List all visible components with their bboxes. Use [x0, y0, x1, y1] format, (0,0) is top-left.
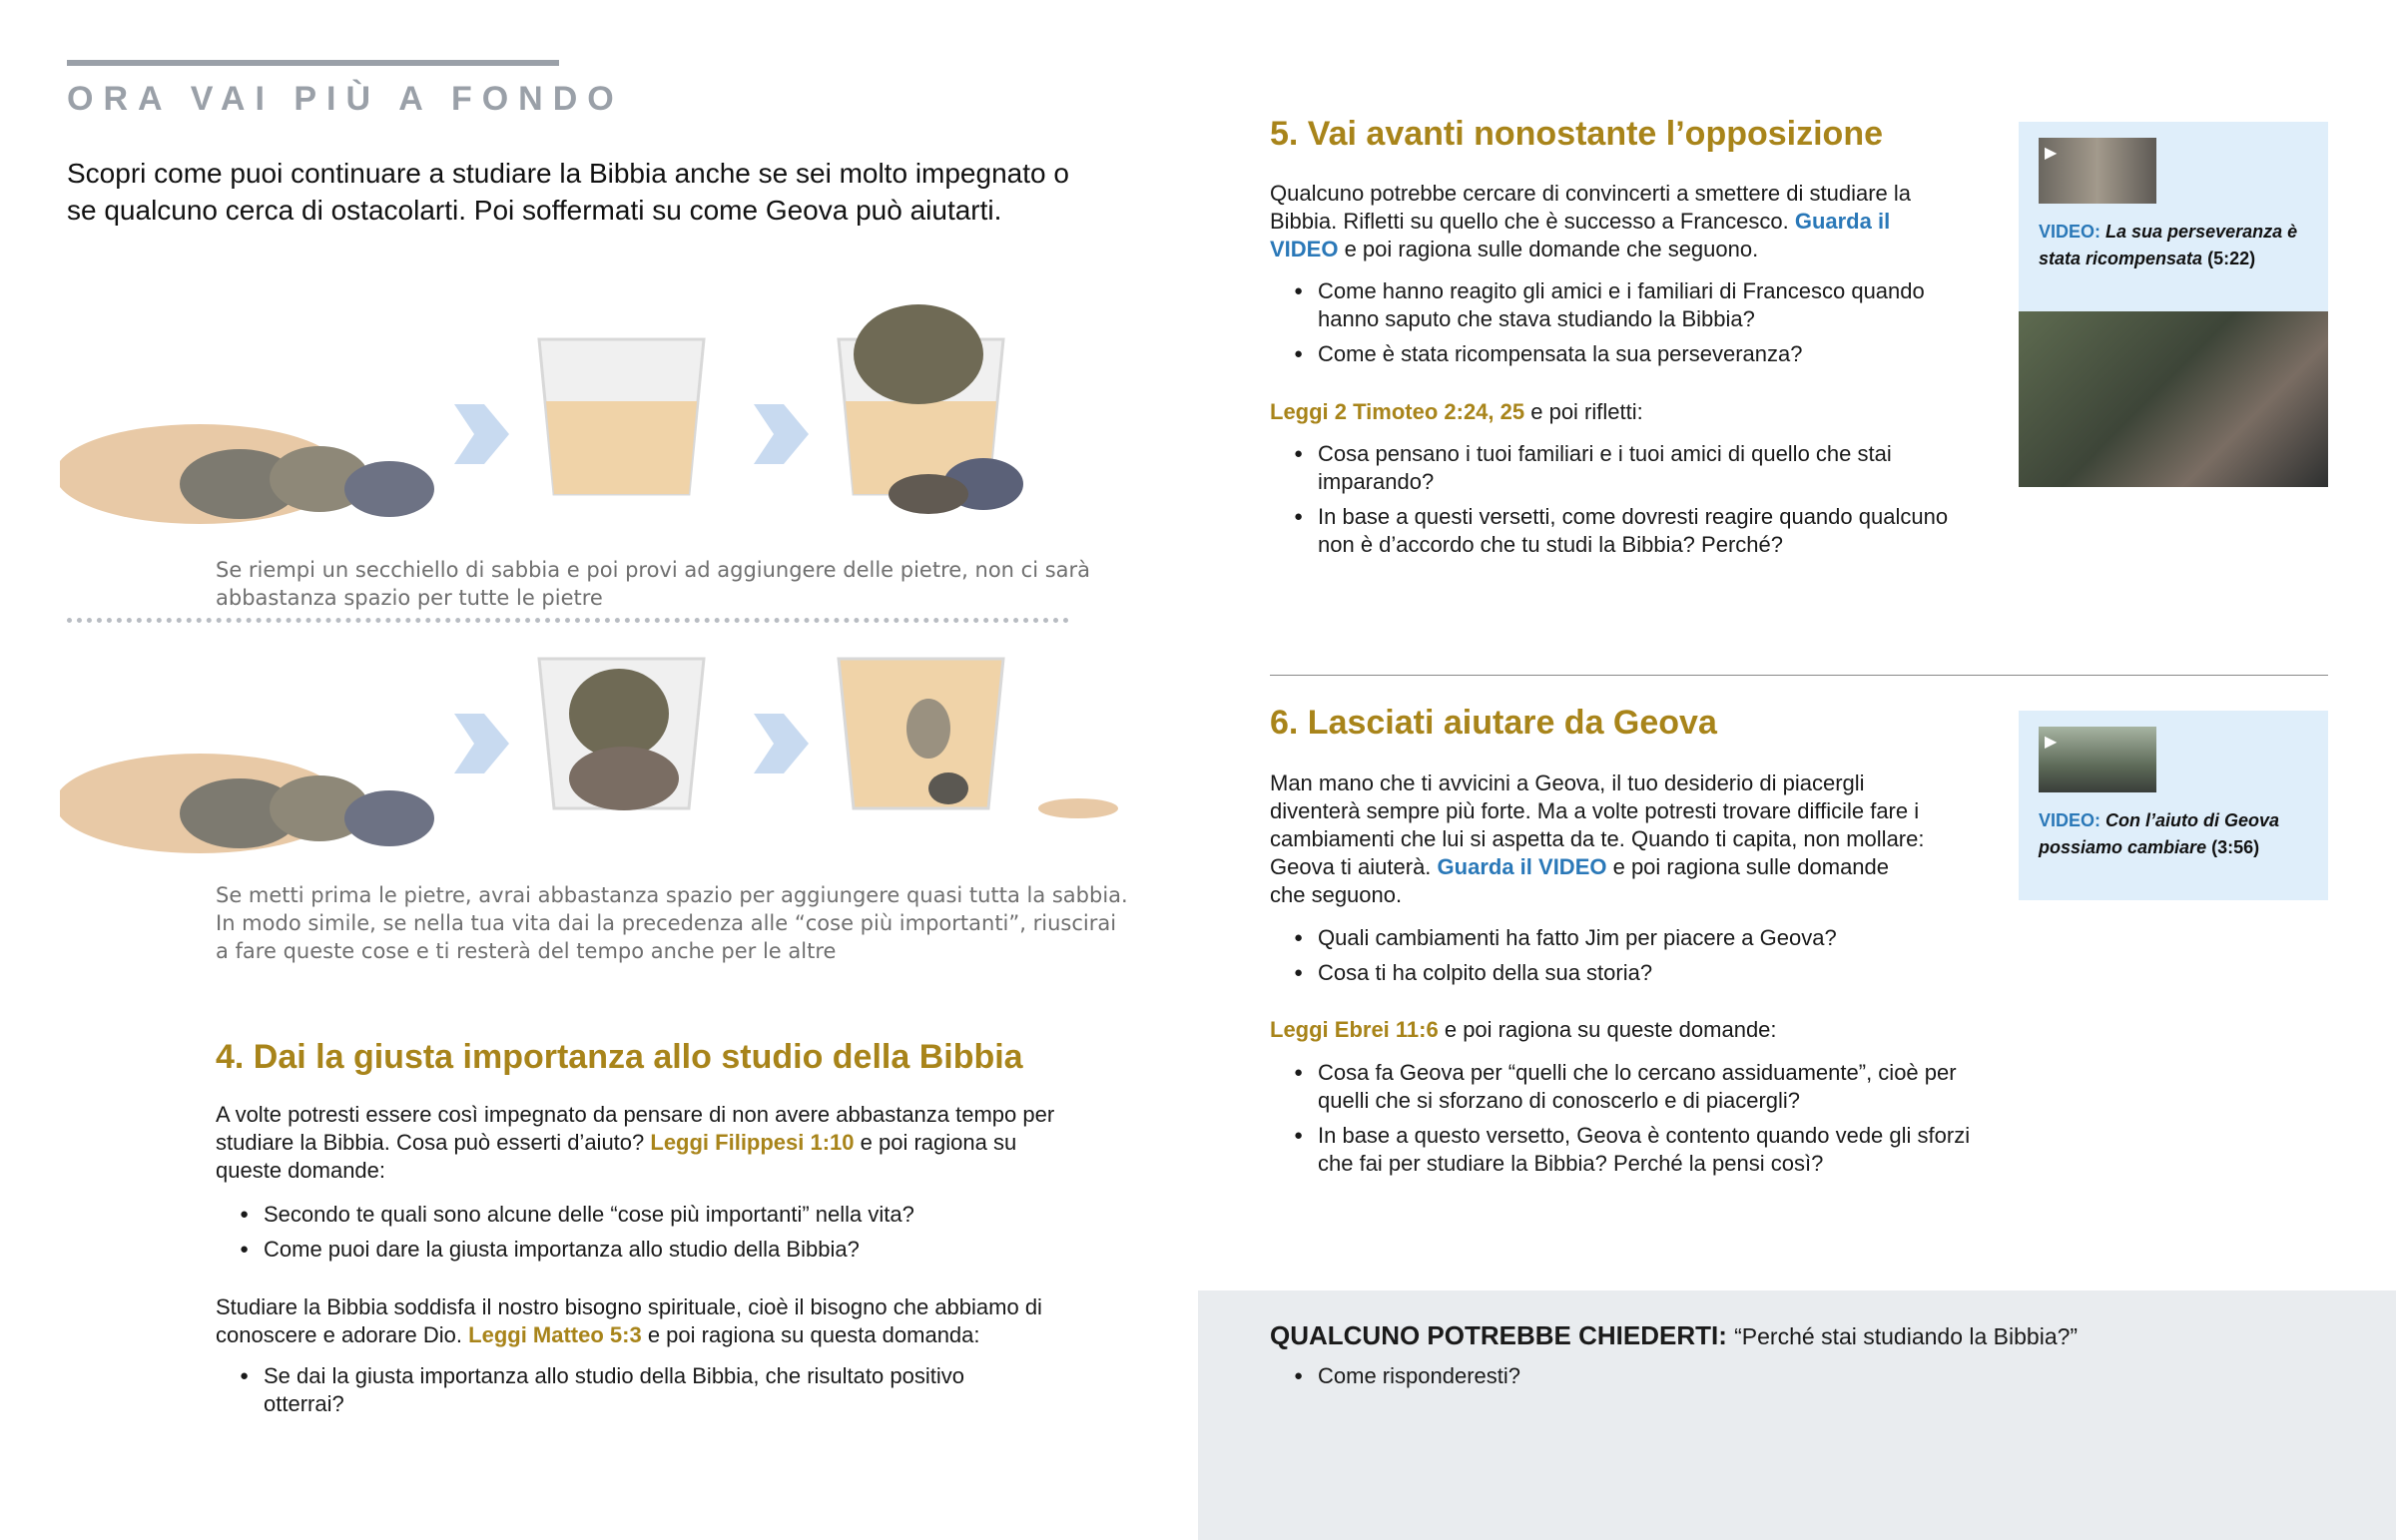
caption-1: Se riempi un secchiello di sabbia e poi provi ad aggiungere delle pietre, non ci sarà abbastanza spazio per tutte le pietre	[216, 558, 1091, 610]
someone-may-ask-bullets	[1294, 1362, 1993, 1397]
section-5-title: 5. Vai avanti nonostante l’opposizione	[1270, 115, 1883, 153]
rocks-first-illustration	[60, 639, 1118, 868]
section-5-paragraph-1: Qualcuno potrebbe cercare di convincerti a smettere di studiare la Bibbia. Rifletti su quello che è successo a Francesco. Guarda il VIDEO e poi ragiona sulle domande che seguono.	[1270, 181, 1912, 261]
section-4-title: 4. Dai la giusta importanza allo studio della Bibbia	[216, 1038, 1023, 1076]
watch-video-link-6[interactable]: Guarda il VIDEO	[1437, 854, 1607, 879]
section-6-bullets-1	[1294, 924, 1973, 994]
watch-video-link-5[interactable]: Guarda il VIDEO	[1270, 209, 1891, 261]
list-item: ● In base a questi versetti, come dovresti reagire quando qualcuno non è d’accordo che tu studi la Bibbia? Perché?	[1294, 503, 1973, 559]
section-5-bullets-2	[1294, 440, 1973, 566]
caption-2: Se metti prima le pietre, avrai abbastanza spazio per aggiungere quasi tutta la sabbia. In modo simile, se nella tua vita dai la precedenza alle “cose più importanti”, riuscirai a fare queste cose e ti resterà del tempo anche per le altre	[216, 883, 1128, 963]
someone-may-ask-line: QUALCUNO POTREBBE CHIEDERTI: “Perché stai studiando la Bibbia?”	[1270, 1320, 2079, 1350]
list-item: ● Cosa fa Geova per “quelli che lo cercano assiduamente”, cioè per quelli che si sforzano di conoscerlo e di piacergli?	[1294, 1059, 1973, 1115]
video-caption-6: VIDEO: Con l’aiuto di Geova possiamo cambiare (3:56)	[2039, 810, 2280, 857]
section-4-bullets-1	[240, 1201, 1068, 1271]
section-kicker: ORA VAI PIÙ A FONDO	[67, 80, 624, 118]
video-still-francesco	[2019, 311, 2328, 487]
sand-first-illustration	[60, 289, 1118, 539]
list-item: ● Come hanno reagito gli amici e i familiari di Francesco quando hanno saputo che stava studiando la Bibbia?	[1294, 277, 1973, 333]
section-6-bullets-2	[1294, 1059, 1973, 1185]
list-item: ● Secondo te quali sono alcune delle “cose più importanti” nella vita?	[240, 1201, 1068, 1229]
section-6-paragraph-1: Man mano che ti avvicini a Geova, il tuo desiderio di piacergli diventerà sempre più forte. Ma a volte potresti trovare difficile fare i cambiamenti che lui si aspetta da te. Quando ti capita, non mollare: Geova ti aiuterà. Guarda il VIDEO e poi ragiona sulle domande che seguono.	[1270, 770, 1925, 907]
scripture-link-matteo[interactable]: Leggi Matteo 5:3	[468, 1322, 642, 1347]
list-item: ● Cosa pensano i tuoi familiari e i tuoi amici di quello che stai imparando?	[1294, 440, 1973, 496]
section-5-read: Leggi 2 Timoteo 2:24, 25 e poi rifletti:	[1270, 399, 1643, 424]
video-thumbnail-6[interactable]	[2039, 727, 2156, 792]
scripture-link-timoteo[interactable]: Leggi 2 Timoteo 2:24, 25	[1270, 399, 1525, 424]
list-item: ● In base a questo versetto, Geova è contento quando vede gli sforzi che fai per studiare la Bibbia? Perché la pensi così?	[1294, 1122, 1973, 1178]
section-4-paragraph-2: Studiare la Bibbia soddisfa il nostro bisogno spirituale, cioè il bisogno che abbiamo di conoscere e adorare Dio. Leggi Matteo 5:3 e poi ragiona su questa domanda:	[216, 1294, 1042, 1347]
video-card-5[interactable]	[2019, 122, 2328, 311]
list-item: ● Come risponderesti?	[1294, 1362, 1993, 1390]
video-caption-5: VIDEO: La sua perseveranza è stata ricompensata (5:22)	[2039, 222, 2298, 268]
list-item: ● Come è stata ricompensata la sua perseveranza?	[1294, 340, 1973, 368]
arrow-icon	[454, 404, 509, 464]
play-icon: ▶	[2045, 734, 2058, 751]
section-4-bullets-2	[240, 1362, 1038, 1425]
section-5-bullets-1	[1294, 277, 1973, 375]
kicker-bar	[67, 60, 559, 66]
dotted-divider	[67, 618, 1069, 623]
play-icon: ▶	[2045, 145, 2058, 162]
arrow-icon	[454, 714, 509, 773]
section-6-title: 6. Lasciati aiutare da Geova	[1270, 704, 1717, 742]
list-item: ● Come puoi dare la giusta importanza allo studio della Bibbia?	[240, 1236, 1068, 1264]
arrow-icon	[754, 404, 809, 464]
section-4-paragraph-1: A volte potresti essere così impegnato da pensare di non avere abbastanza tempo per studiare la Bibbia. Cosa può esserti d’aiuto? Leggi Filippesi 1:10 e poi ragiona su queste domande:	[216, 1102, 1055, 1183]
list-item: ● Quali cambiamenti ha fatto Jim per piacere a Geova?	[1294, 924, 1973, 952]
someone-may-ask-box	[1198, 1290, 2396, 1540]
arrow-icon	[754, 714, 809, 773]
video-card-6[interactable]	[2019, 711, 2328, 900]
section-6-read: Leggi Ebrei 11:6 e poi ragiona su queste domande:	[1270, 1017, 1777, 1042]
intro-text: Scopri come puoi continuare a studiare la Bibbia anche se sei molto impegnato o se qualcuno cerca di ostacolarti. Poi soffermati su come Geova può aiutarti.	[67, 158, 1069, 226]
list-item: ● Se dai la giusta importanza allo studio della Bibbia, che risultato positivo otterrai?	[240, 1362, 1038, 1418]
list-item: ● Cosa ti ha colpito della sua storia?	[1294, 959, 1973, 987]
video-thumbnail-5[interactable]	[2039, 138, 2156, 204]
scripture-link-filippesi[interactable]: Leggi Filippesi 1:10	[650, 1130, 855, 1155]
scripture-link-ebrei[interactable]: Leggi Ebrei 11:6	[1270, 1017, 1439, 1042]
section-divider	[1270, 675, 2328, 676]
